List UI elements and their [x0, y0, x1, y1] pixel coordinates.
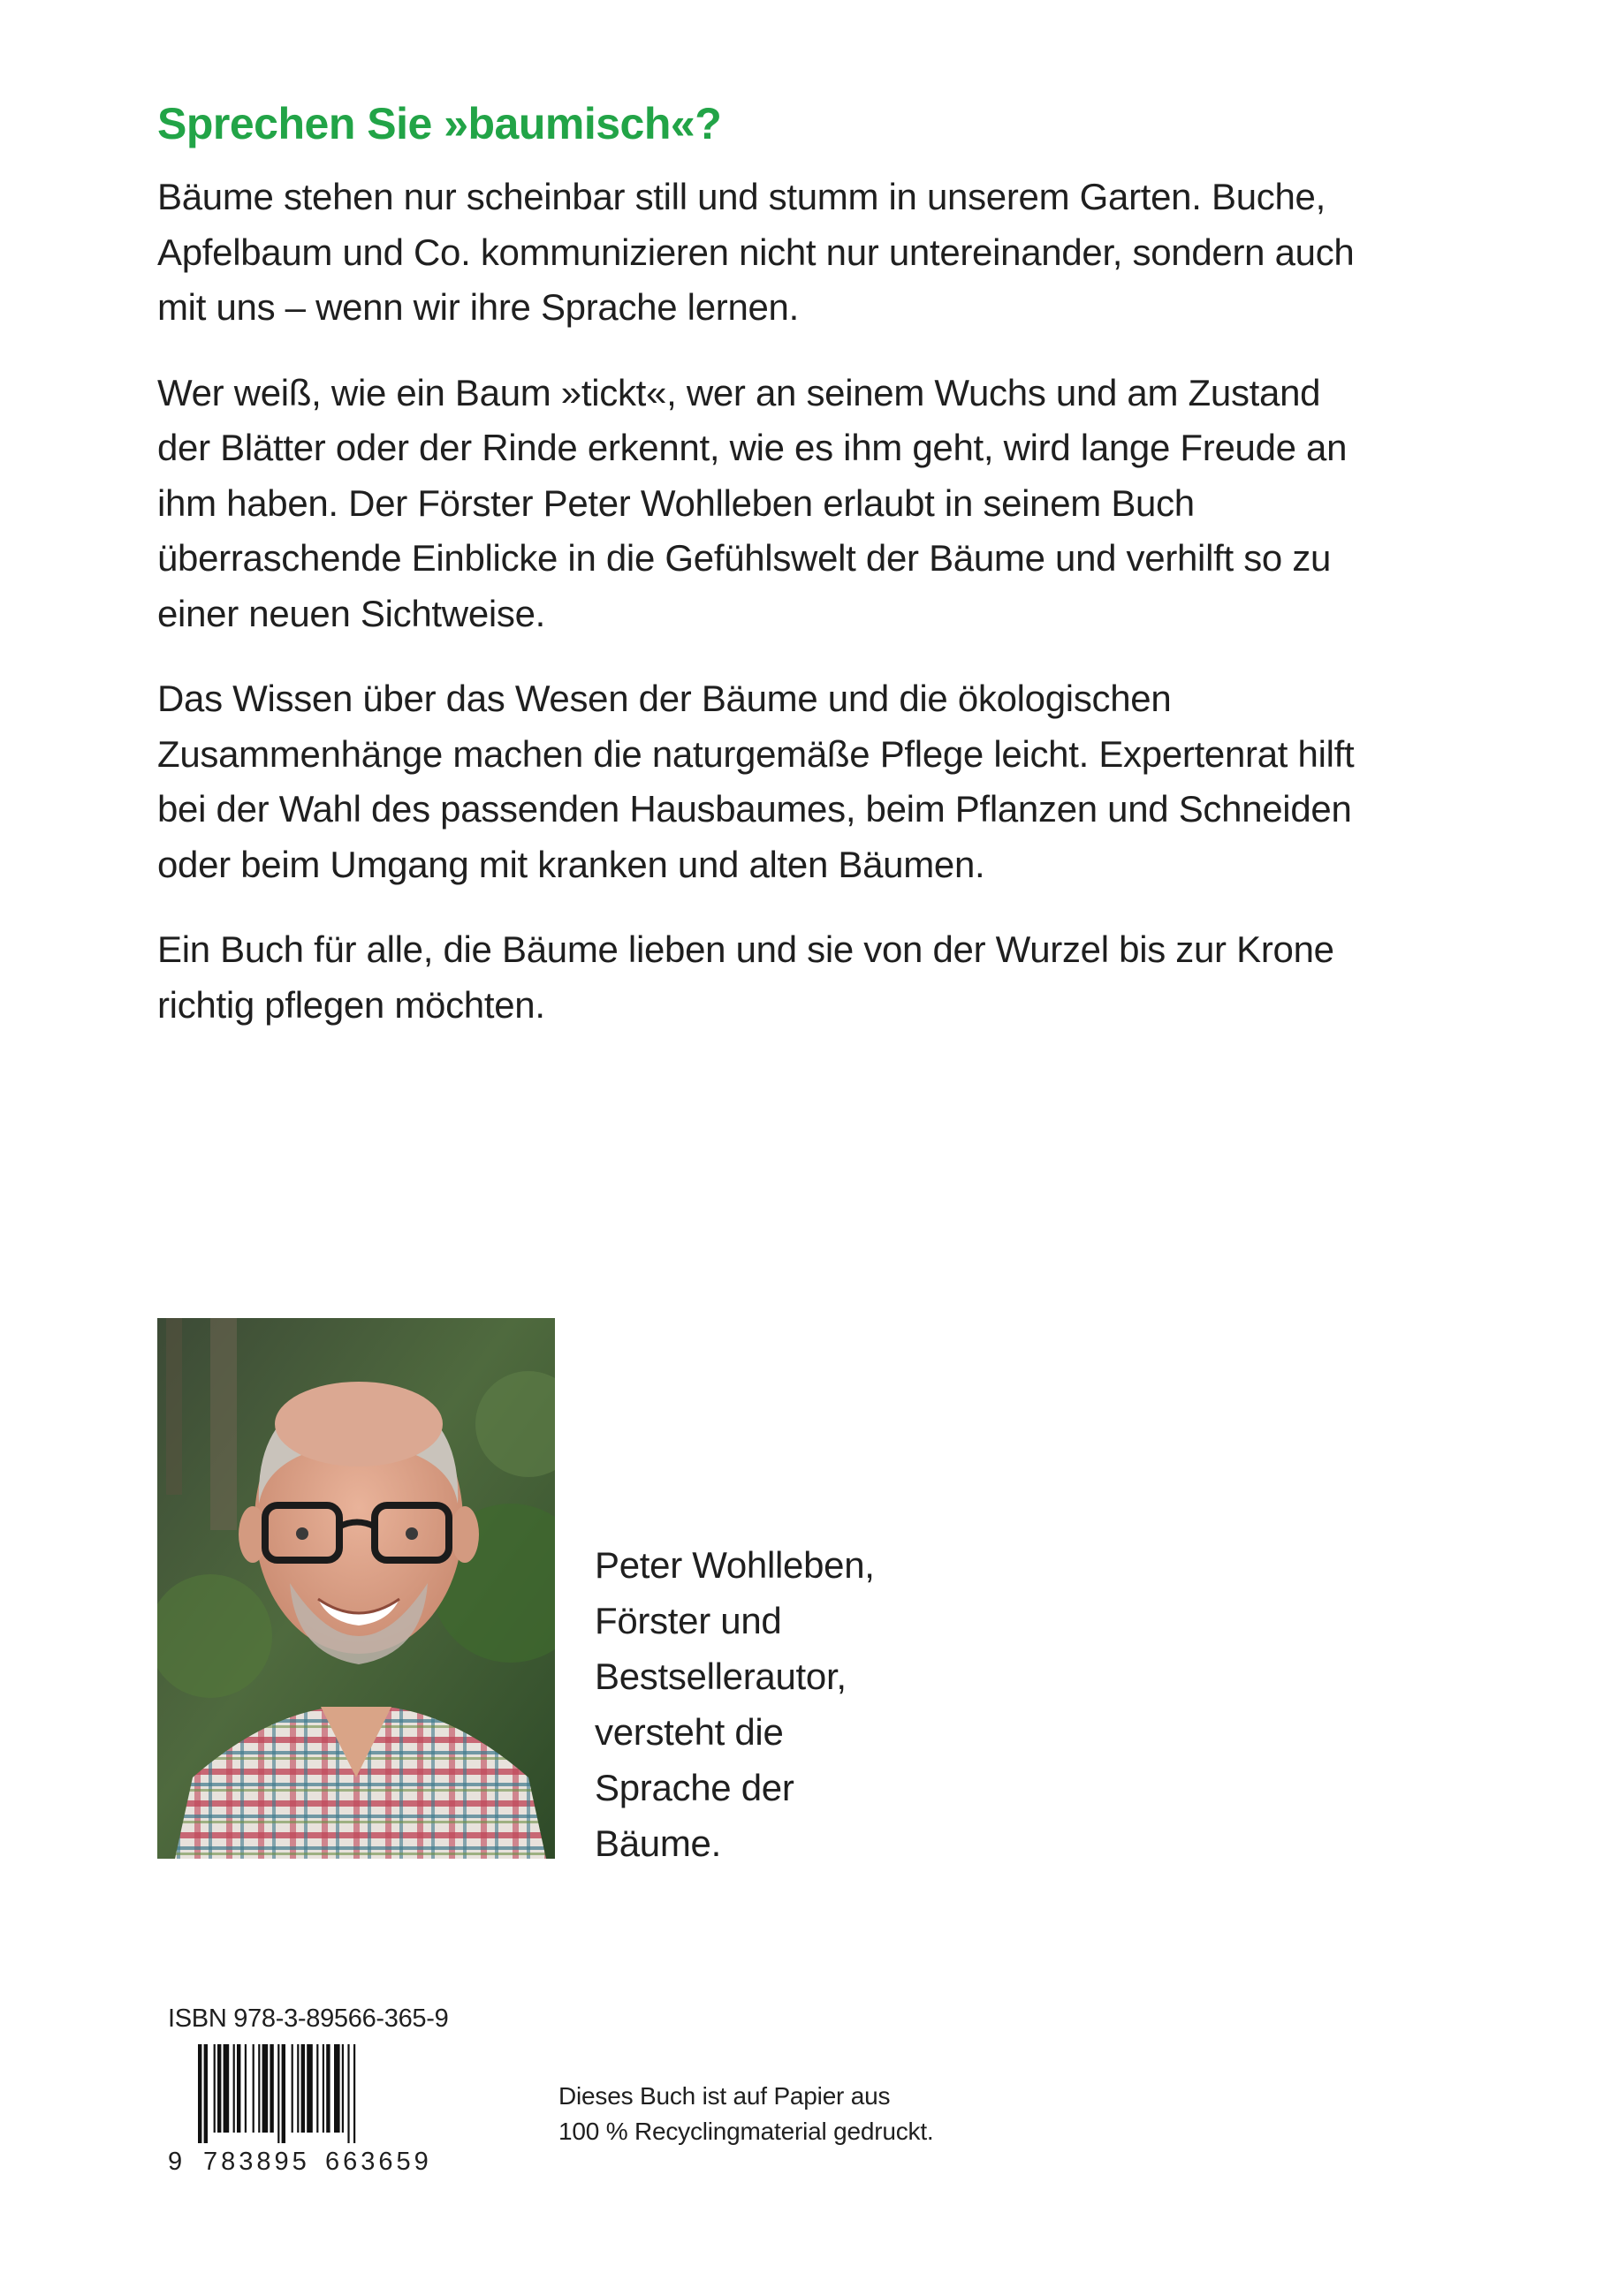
barcode-bar: [277, 2044, 279, 2143]
barcode-bar: [224, 2044, 230, 2133]
barcode-bar: [270, 2044, 273, 2133]
blurb-paragraph-4: Ein Buch für alle, die Bäume lieben und sie von der Wurzel bis zur Krone richtig pflegen möchten.: [157, 928, 1334, 1026]
barcode-bar: [204, 2044, 208, 2143]
barcode-bar: [326, 2044, 330, 2133]
barcode-bar: [245, 2044, 247, 2133]
author-caption-line: Peter Wohlleben,: [595, 1544, 875, 1586]
barcode-bar: [282, 2044, 285, 2143]
barcode-bar: [262, 2044, 269, 2133]
barcode-bar: [217, 2044, 221, 2133]
barcode-bar: [258, 2044, 260, 2133]
barcode-digit-group: 663659: [325, 2148, 432, 2176]
isbn-label: ISBN 978-3-89566-365-9: [168, 2004, 449, 2033]
barcode-bar: [301, 2044, 305, 2133]
barcode-digit-group: 9: [168, 2148, 183, 2176]
blurb-paragraph-1: Bäume stehen nur scheinbar still und stumm in unserem Garten. Buche, Apfelbaum und Co. kommunizieren nicht nur untereinander, sondern auch mit uns – wenn wir ihre Sprache lernen.: [157, 176, 1355, 328]
barcode-bar: [353, 2044, 355, 2143]
blurb-paragraph-2: Wer weiß, wie ein Baum »tickt«, wer an seinem Wuchs und am Zustand der Blätter oder der Rinde erkennt, wie es ihm geht, wird lange Freude an ihm haben. Der Förster Peter Wohlleben erlaubt in seinem Buch überraschende Einblicke in die Gefühlswelt der Bäume und verhilft so zu einer neuen Sichtweise.: [157, 371, 1348, 634]
barcode-bar: [297, 2044, 299, 2133]
barcode-bar: [342, 2044, 344, 2133]
barcode-bar: [253, 2044, 254, 2133]
isbn-barcode: [168, 2044, 451, 2186]
author-portrait: [157, 1318, 555, 1859]
barcode-bar: [323, 2044, 324, 2133]
barcode-bar: [292, 2044, 293, 2133]
barcode-bar: [198, 2044, 201, 2143]
barcode-bar: [237, 2044, 240, 2133]
barcode-bar: [214, 2044, 216, 2133]
author-caption-line: Bestsellerautor,: [595, 1656, 847, 1697]
barcode-bar: [307, 2044, 313, 2133]
author-caption-line: versteht die: [595, 1711, 784, 1753]
author-caption-line: Förster und: [595, 1600, 782, 1641]
recycling-note-line: 100 % Recyclingmaterial gedruckt.: [558, 2118, 934, 2145]
recycling-note-line: Dieses Buch ist auf Papier aus: [558, 2082, 891, 2110]
author-caption-line: Bäume.: [595, 1822, 721, 1864]
author-caption: [595, 1537, 966, 1871]
barcode-digits: [168, 2141, 451, 2182]
barcode-bars: [198, 2044, 445, 2143]
blurb: [157, 170, 1359, 1063]
recycling-note: [558, 2079, 934, 2149]
headline: Sprechen Sie »baumisch«?: [157, 99, 722, 148]
barcode-bar: [347, 2044, 349, 2143]
author-caption-line: Sprache der: [595, 1767, 794, 1808]
blurb-paragraph-3: Das Wissen über das Wesen der Bäume und die ökologischen Zusammenhänge machen die naturgemäße Pflege leicht. Expertenrat hilft bei der Wahl des passenden Hausbaumes, beim Pflanzen und Schneiden oder beim Umgang mit kranken und alten Bäumen.: [157, 678, 1355, 885]
barcode-bar: [316, 2044, 318, 2133]
barcode-bar: [233, 2044, 235, 2133]
barcode-digit-group: 783895: [203, 2148, 310, 2176]
barcode-bar: [334, 2044, 340, 2133]
